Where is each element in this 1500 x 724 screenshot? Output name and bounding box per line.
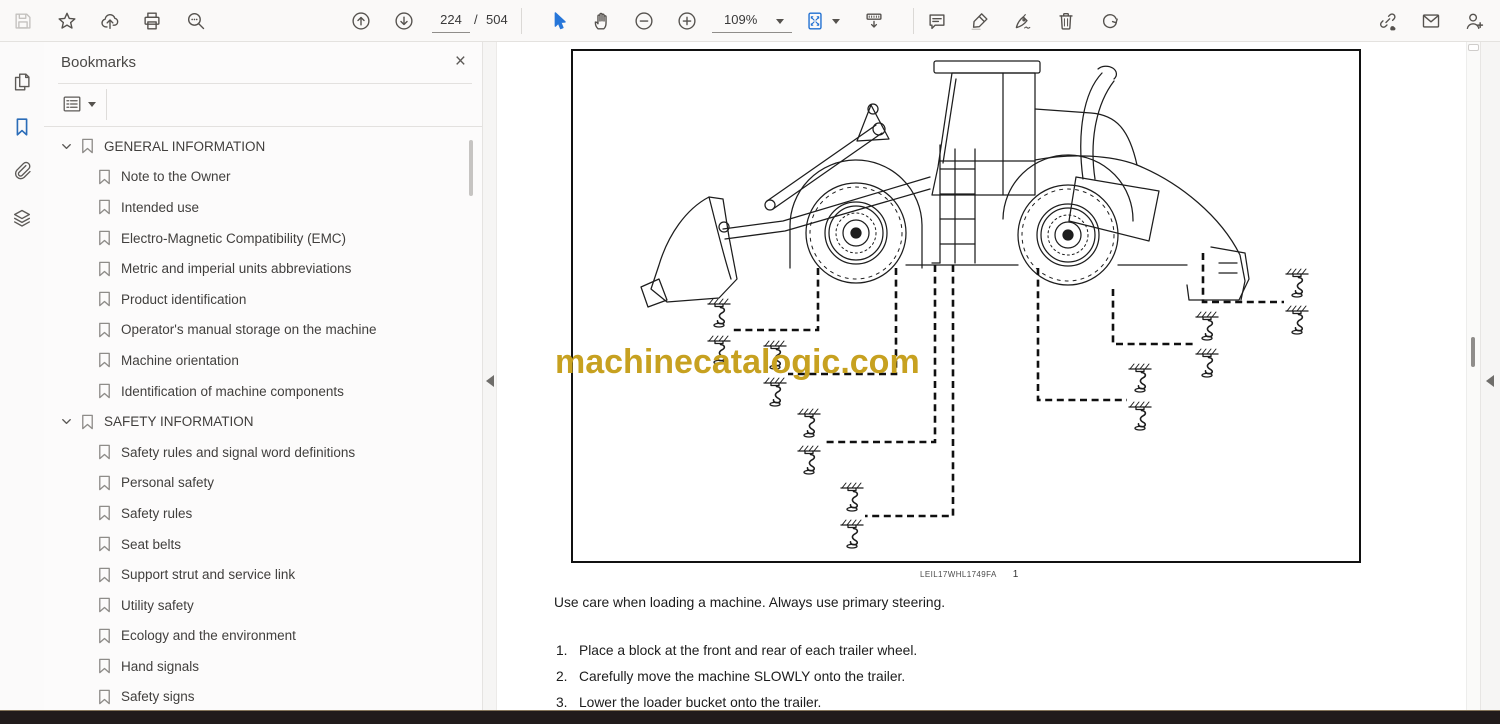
list-item: [556, 695, 996, 710]
sign-pen-icon[interactable]: [1012, 10, 1034, 32]
close-icon[interactable]: ×: [454, 51, 466, 72]
chevron-down-icon[interactable]: [59, 414, 74, 429]
hide-toolbar-icon[interactable]: [863, 10, 885, 32]
bookmark-label: Support strut and service link: [121, 567, 296, 583]
chevron-down-icon[interactable]: [59, 139, 74, 154]
bookmark-icon: [96, 351, 113, 369]
bookmark-item[interactable]: [44, 376, 483, 407]
bookmark-label: Metric and imperial units abbreviations: [121, 261, 352, 277]
page-number-input[interactable]: 224: [432, 9, 470, 33]
bookmark-item[interactable]: [44, 162, 483, 193]
bookmarks-panel-header: [44, 42, 482, 83]
bookmark-item[interactable]: [44, 223, 483, 254]
bookmark-item[interactable]: [44, 682, 483, 710]
divider: [44, 126, 482, 127]
divider: [106, 89, 107, 120]
bookmark-item[interactable]: [44, 345, 483, 376]
bookmark-label: GENERAL INFORMATION: [104, 138, 266, 154]
list-item-number: 1.: [556, 643, 568, 658]
scrollbar-top-button[interactable]: [1468, 44, 1479, 51]
bookmark-item[interactable]: [44, 315, 483, 346]
bookmark-icon: [96, 504, 113, 522]
bookmark-label: Identification of machine components: [121, 383, 344, 399]
bookmark-label: Utility safety: [121, 597, 194, 613]
body-paragraph: Use care when loading a machine. Always use primary steering.: [554, 595, 946, 610]
bookmark-item[interactable]: [44, 437, 483, 468]
main-toolbar: [0, 0, 1500, 42]
figure-tie-down-diagram: [571, 49, 1361, 563]
bookmark-icon: [96, 382, 113, 400]
figure-code: LEIL17WHL1749FA: [920, 570, 997, 579]
zoom-level-value: 109%: [724, 12, 758, 27]
attachments-icon[interactable]: [10, 159, 34, 183]
bookmark-item[interactable]: [44, 284, 483, 315]
trash-icon[interactable]: [1055, 10, 1077, 32]
bookmark-label: Machine orientation: [121, 352, 239, 368]
collapse-panel-icon[interactable]: [486, 375, 494, 387]
bookmark-item[interactable]: [44, 590, 483, 621]
bookmark-icon: [96, 596, 113, 614]
bookmarks-options-row: [44, 83, 482, 126]
list-item-text: Place a block at the front and rear of each trailer wheel.: [579, 643, 918, 658]
save-icon[interactable]: [12, 10, 34, 32]
bookmarks-icon[interactable]: [10, 115, 34, 139]
chevron-down-icon[interactable]: [88, 102, 96, 107]
navigation-pane-strip: [0, 42, 44, 710]
bookmark-icon: [96, 198, 113, 216]
bookmark-options-icon[interactable]: [61, 93, 83, 115]
page-thumbnails-icon[interactable]: [10, 70, 34, 94]
zoom-out-icon[interactable]: [633, 10, 655, 32]
page-up-icon[interactable]: [350, 10, 372, 32]
bookmark-icon: [79, 413, 96, 431]
collapse-right-pane-icon[interactable]: [1486, 375, 1494, 387]
page-down-icon[interactable]: [393, 10, 415, 32]
panel-title: Bookmarks: [61, 54, 137, 71]
hand-tool-icon[interactable]: [591, 10, 613, 32]
share-link-icon[interactable]: [1377, 10, 1399, 32]
bookmark-icon: [96, 168, 113, 186]
bookmark-icon: [96, 443, 113, 461]
search-zoom-icon[interactable]: [185, 10, 207, 32]
document-scrollbar[interactable]: [1466, 42, 1480, 710]
bookmarks-tree: [44, 131, 483, 710]
bookmark-icon: [96, 290, 113, 308]
bookmark-icon: [96, 566, 113, 584]
bookmark-icon: [96, 688, 113, 706]
fit-page-icon[interactable]: [804, 10, 826, 32]
zoom-in-icon[interactable]: [676, 10, 698, 32]
chevron-down-icon[interactable]: [832, 19, 840, 24]
bookmark-label: Electro-Magnetic Compatibility (EMC): [121, 230, 347, 246]
bookmark-item[interactable]: [44, 468, 483, 499]
bookmark-label: Product identification: [121, 291, 247, 307]
highlighter-icon[interactable]: [969, 10, 991, 32]
bookmark-item[interactable]: [44, 253, 483, 284]
bookmark-item[interactable]: [44, 498, 483, 529]
bookmark-icon: [96, 321, 113, 339]
bookmark-label: Hand signals: [121, 658, 200, 674]
numbered-list: [556, 643, 996, 710]
bookmark-label: SAFETY INFORMATION: [104, 414, 254, 430]
figure-number: 1: [1012, 569, 1019, 580]
bookmark-label: Safety rules and signal word definitions: [121, 444, 356, 460]
list-item-text: Carefully move the machine SLOWLY onto the trailer.: [579, 669, 906, 685]
figure-border: [572, 50, 1360, 562]
bookmark-item[interactable]: [44, 651, 483, 682]
list-item-text: Lower the loader bucket onto the trailer.: [579, 695, 822, 710]
list-item: [556, 669, 996, 695]
bookmark-label: Safety rules: [121, 505, 193, 521]
bookmark-label: Intended use: [121, 199, 200, 215]
right-collapse-strip: [1480, 42, 1500, 710]
bookmark-icon: [96, 627, 113, 645]
bookmark-item[interactable]: [44, 192, 483, 223]
list-item: [556, 643, 996, 669]
bottom-window-edge: [0, 710, 1500, 724]
comment-icon[interactable]: [926, 10, 948, 32]
page-separator: /: [474, 12, 478, 27]
toolbar-separator: [913, 8, 914, 34]
bookmark-icon: [96, 229, 113, 247]
bookmark-icon: [96, 535, 113, 553]
toolbar-separator: [521, 8, 522, 34]
page-total: 504: [486, 12, 508, 27]
add-person-icon[interactable]: [1463, 10, 1485, 32]
select-cursor-icon[interactable]: [548, 10, 570, 32]
panel-collapse-strip: [483, 42, 497, 710]
bookmark-label: Safety signs: [121, 689, 195, 705]
bookmark-label: Ecology and the environment: [121, 628, 296, 644]
email-icon[interactable]: [1420, 10, 1442, 32]
print-icon[interactable]: [141, 10, 163, 32]
bookmarks-panel: [44, 42, 483, 710]
bookmark-label: Note to the Owner: [121, 169, 231, 185]
list-item-number: 3.: [556, 695, 568, 710]
document-page[interactable]: [497, 42, 1466, 710]
bookmark-icon: [96, 657, 113, 675]
rotate-icon[interactable]: [1099, 10, 1121, 32]
bookmark-label: Seat belts: [121, 536, 182, 552]
chevron-down-icon: [776, 19, 784, 24]
bookmark-item[interactable]: [44, 131, 483, 162]
watermark-text: machinecatalogic.com: [555, 343, 920, 381]
list-item-number: 2.: [556, 669, 568, 685]
zoom-level-select[interactable]: [712, 9, 792, 33]
bookmark-item[interactable]: [44, 406, 483, 437]
bookmark-icon: [79, 137, 96, 155]
bookmark-item[interactable]: [44, 621, 483, 652]
bookmark-label: Personal safety: [121, 475, 215, 491]
star-icon[interactable]: [56, 10, 78, 32]
bookmark-item[interactable]: [44, 559, 483, 590]
scrollbar-thumb[interactable]: [1471, 337, 1475, 367]
layers-icon[interactable]: [10, 206, 34, 230]
bookmark-icon: [96, 260, 113, 278]
figure-caption: [920, 569, 1019, 580]
bookmark-item[interactable]: [44, 529, 483, 560]
bookmark-icon: [96, 474, 113, 492]
panel-scrollbar-thumb[interactable]: [469, 140, 473, 196]
bookmark-label: Operator's manual storage on the machine: [121, 322, 377, 338]
cloud-upload-icon[interactable]: [99, 10, 121, 32]
